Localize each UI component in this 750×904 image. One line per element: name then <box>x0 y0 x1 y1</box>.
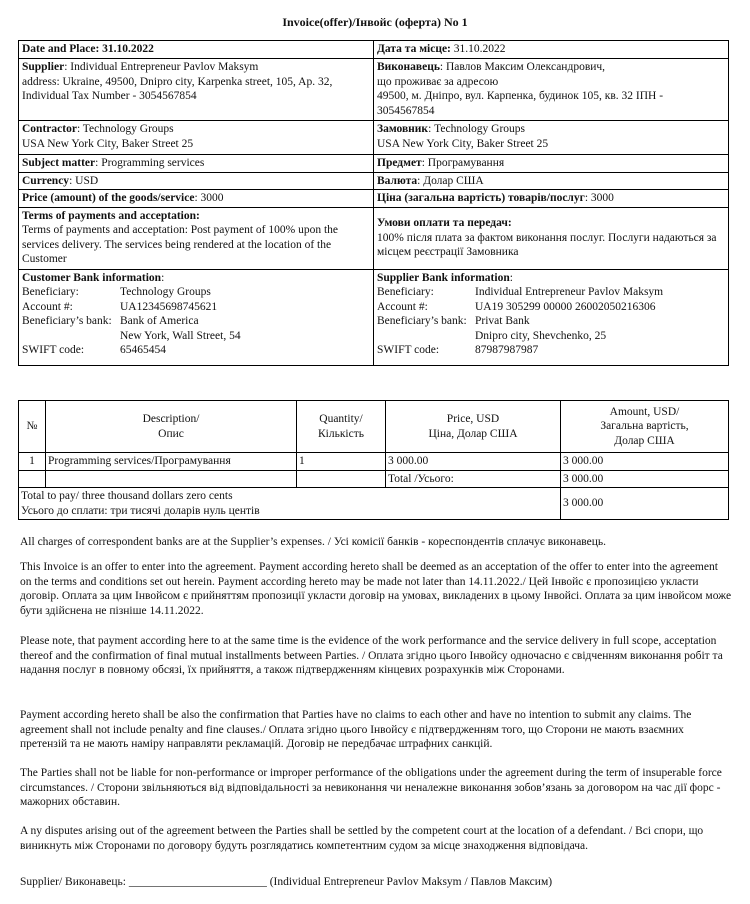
paragraph-no-claims: Payment according hereto shall be also the confirmation that Parties have no claims to each other and have no intention to submit any claims. The agreement shall not include penalty and fine clauses./ Оплата згідно цього Інвойсу є підтвердженням того, що Сторони не мають взаємних претензій та не мають наміру направляти рекламацій. Договір не передбачає штрафних санкцій. <box>20 709 692 750</box>
subject-cell-ua: Предмет: Програмування <box>374 155 729 173</box>
contractor-cell-en: Contractor: Technology Groups USA New York City, Baker Street 25 <box>19 121 374 155</box>
supplier-cell-en: Supplier: Individual Entrepreneur Pavlov Maksym address: Ukraine, 49500, Dnipro city, Karpenka street, 105, Ap. 32, Individual Tax Number - 3054567854 <box>19 59 374 121</box>
paragraph-offer: This Invoice is an offer to enter into the agreement. Payment according hereto shall be deemed as an acceptation of the offer to enter into the agreement on the terms and conditions set out herein. Payment according hereto may be made not later than 14.11.2022./ Цей Інвойс є пропозицією укласти договір. Оплата за цим Інвойсом є прийняттям пропозиції укласти договір на умовах, викладених в цьому Інвойсі. Оплата за цим інвойсом може бути здійснена не пізніше 14.11.2022. <box>20 561 732 617</box>
date-cell-en: Date and Place: 31.10.2022 <box>19 41 374 59</box>
total-to-pay-row: Total to pay/ three thousand dollars zero cents Усього до сплати: три тисячі доларів нуль центів 3 000.00 <box>19 488 729 520</box>
invoice-details-table <box>18 40 729 366</box>
terms-cell-ua: Умови оплати та передач: 100% після плата за фактом виконання послуг. Послуги надаються за місцем реєстрації Замовника <box>374 207 729 269</box>
signature-label: Supplier/ Виконавець: <box>20 876 129 888</box>
price-cell-ua: Ціна (загальна вартість) товарів/послуг: 3000 <box>374 190 729 208</box>
invoice-title: Invoice(offer)/Інвойс (оферта) No 1 <box>282 15 468 29</box>
signature-name: (Individual Entrepreneur Pavlov Maksym / Павлов Максим) <box>266 876 553 888</box>
col-amount-header: Amount, USD/ Загальна вартість, Долар США <box>561 401 729 453</box>
signature-line <box>20 875 732 890</box>
paragraph-bank-charges: All charges of correspondent banks are at the Supplier’s expenses. / Усі комісії банків - кореспондентів сплачує виконавець. <box>20 536 607 548</box>
table-row: 1 Programming services/Програмування 1 3 000.00 3 000.00 <box>19 453 729 471</box>
total-row: Total /Усього: 3 000.00 <box>19 470 729 488</box>
paragraph-disputes: A ny disputes arising out of the agreement between the Parties shall be settled by the competent court at the location of a defendant. / Всі спори, що виникнуть між Сторонами по договору будуть розглядатись компетентним судом за місце знаходження відповідача. <box>20 825 704 852</box>
col-description-header: Description/ Опис <box>46 401 297 453</box>
customer-bank-cell: Customer Bank information: Beneficiary: Technology Groups Account #: UA12345698745621 Beneficiary’s bank: Bank of America New York, Wall Street, 54 SWIFT code: 65465454 <box>19 269 374 365</box>
terms-cell-en: Terms of payments and acceptation: Terms of payments and acceptation: Post payment of 100% upon the services delivery. The services being rendered at the location of the Customer <box>19 207 374 269</box>
supplier-cell-ua: Виконавець: Павлов Максим Олександрович, що проживає за адресою 49500, м. Дніпро, вул. Карпенка, будинок 105, кв. 32 ІПН - 3054567854 <box>374 59 729 121</box>
col-quantity-header: Quantity/ Кількість <box>297 401 386 453</box>
price-cell-en: Price (amount) of the goods/service: 3000 <box>19 190 374 208</box>
date-cell-ua: Дата та місце: 31.10.2022 <box>374 41 729 59</box>
paragraph-force-majeure: The Parties shall not be liable for non-performance or improper performance of the obligations under the agreement during the term of insuperable force circumstances. / Сторони звільняються від відповідальності за невиконання чи неналежне виконання зобов’язань за договором на час дії форс - мажорних обставин. <box>20 767 722 808</box>
signature-blank: ________________________ <box>128 876 267 888</box>
contractor-cell-ua: Замовник: Technology Groups USA New York City, Baker Street 25 <box>374 121 729 155</box>
currency-cell-ua: Валюта: Долар США <box>374 172 729 190</box>
paragraph-evidence: Please note, that payment according here to at the same time is the evidence of the work performance and the service delivery in full scope, acceptation thereof and the confirmation of final mutual installments between Parties. / Оплата згідно цього Інвойсу одночасно є свідченням виконання робіт та надання послуг в повному обсязі, їх прийняття, а також підтвердженням кінцевих розрахунків між Сторонами. <box>20 635 723 676</box>
currency-cell-en: Currency: USD <box>19 172 374 190</box>
items-table <box>18 400 729 520</box>
col-number-header: № <box>19 401 46 453</box>
supplier-bank-cell: Supplier Bank information: Beneficiary: Individual Entrepreneur Pavlov Maksym Account #: UA19 305299 00000 26002050216306 Beneficiary’s bank: Privat Bank Dnipro city, Shevchenko, 25 SWIFT code: 87987987987 <box>374 269 729 365</box>
col-price-header: Price, USD Ціна, Долар США <box>386 401 561 453</box>
subject-cell-en: Subject matter: Programming services <box>19 155 374 173</box>
